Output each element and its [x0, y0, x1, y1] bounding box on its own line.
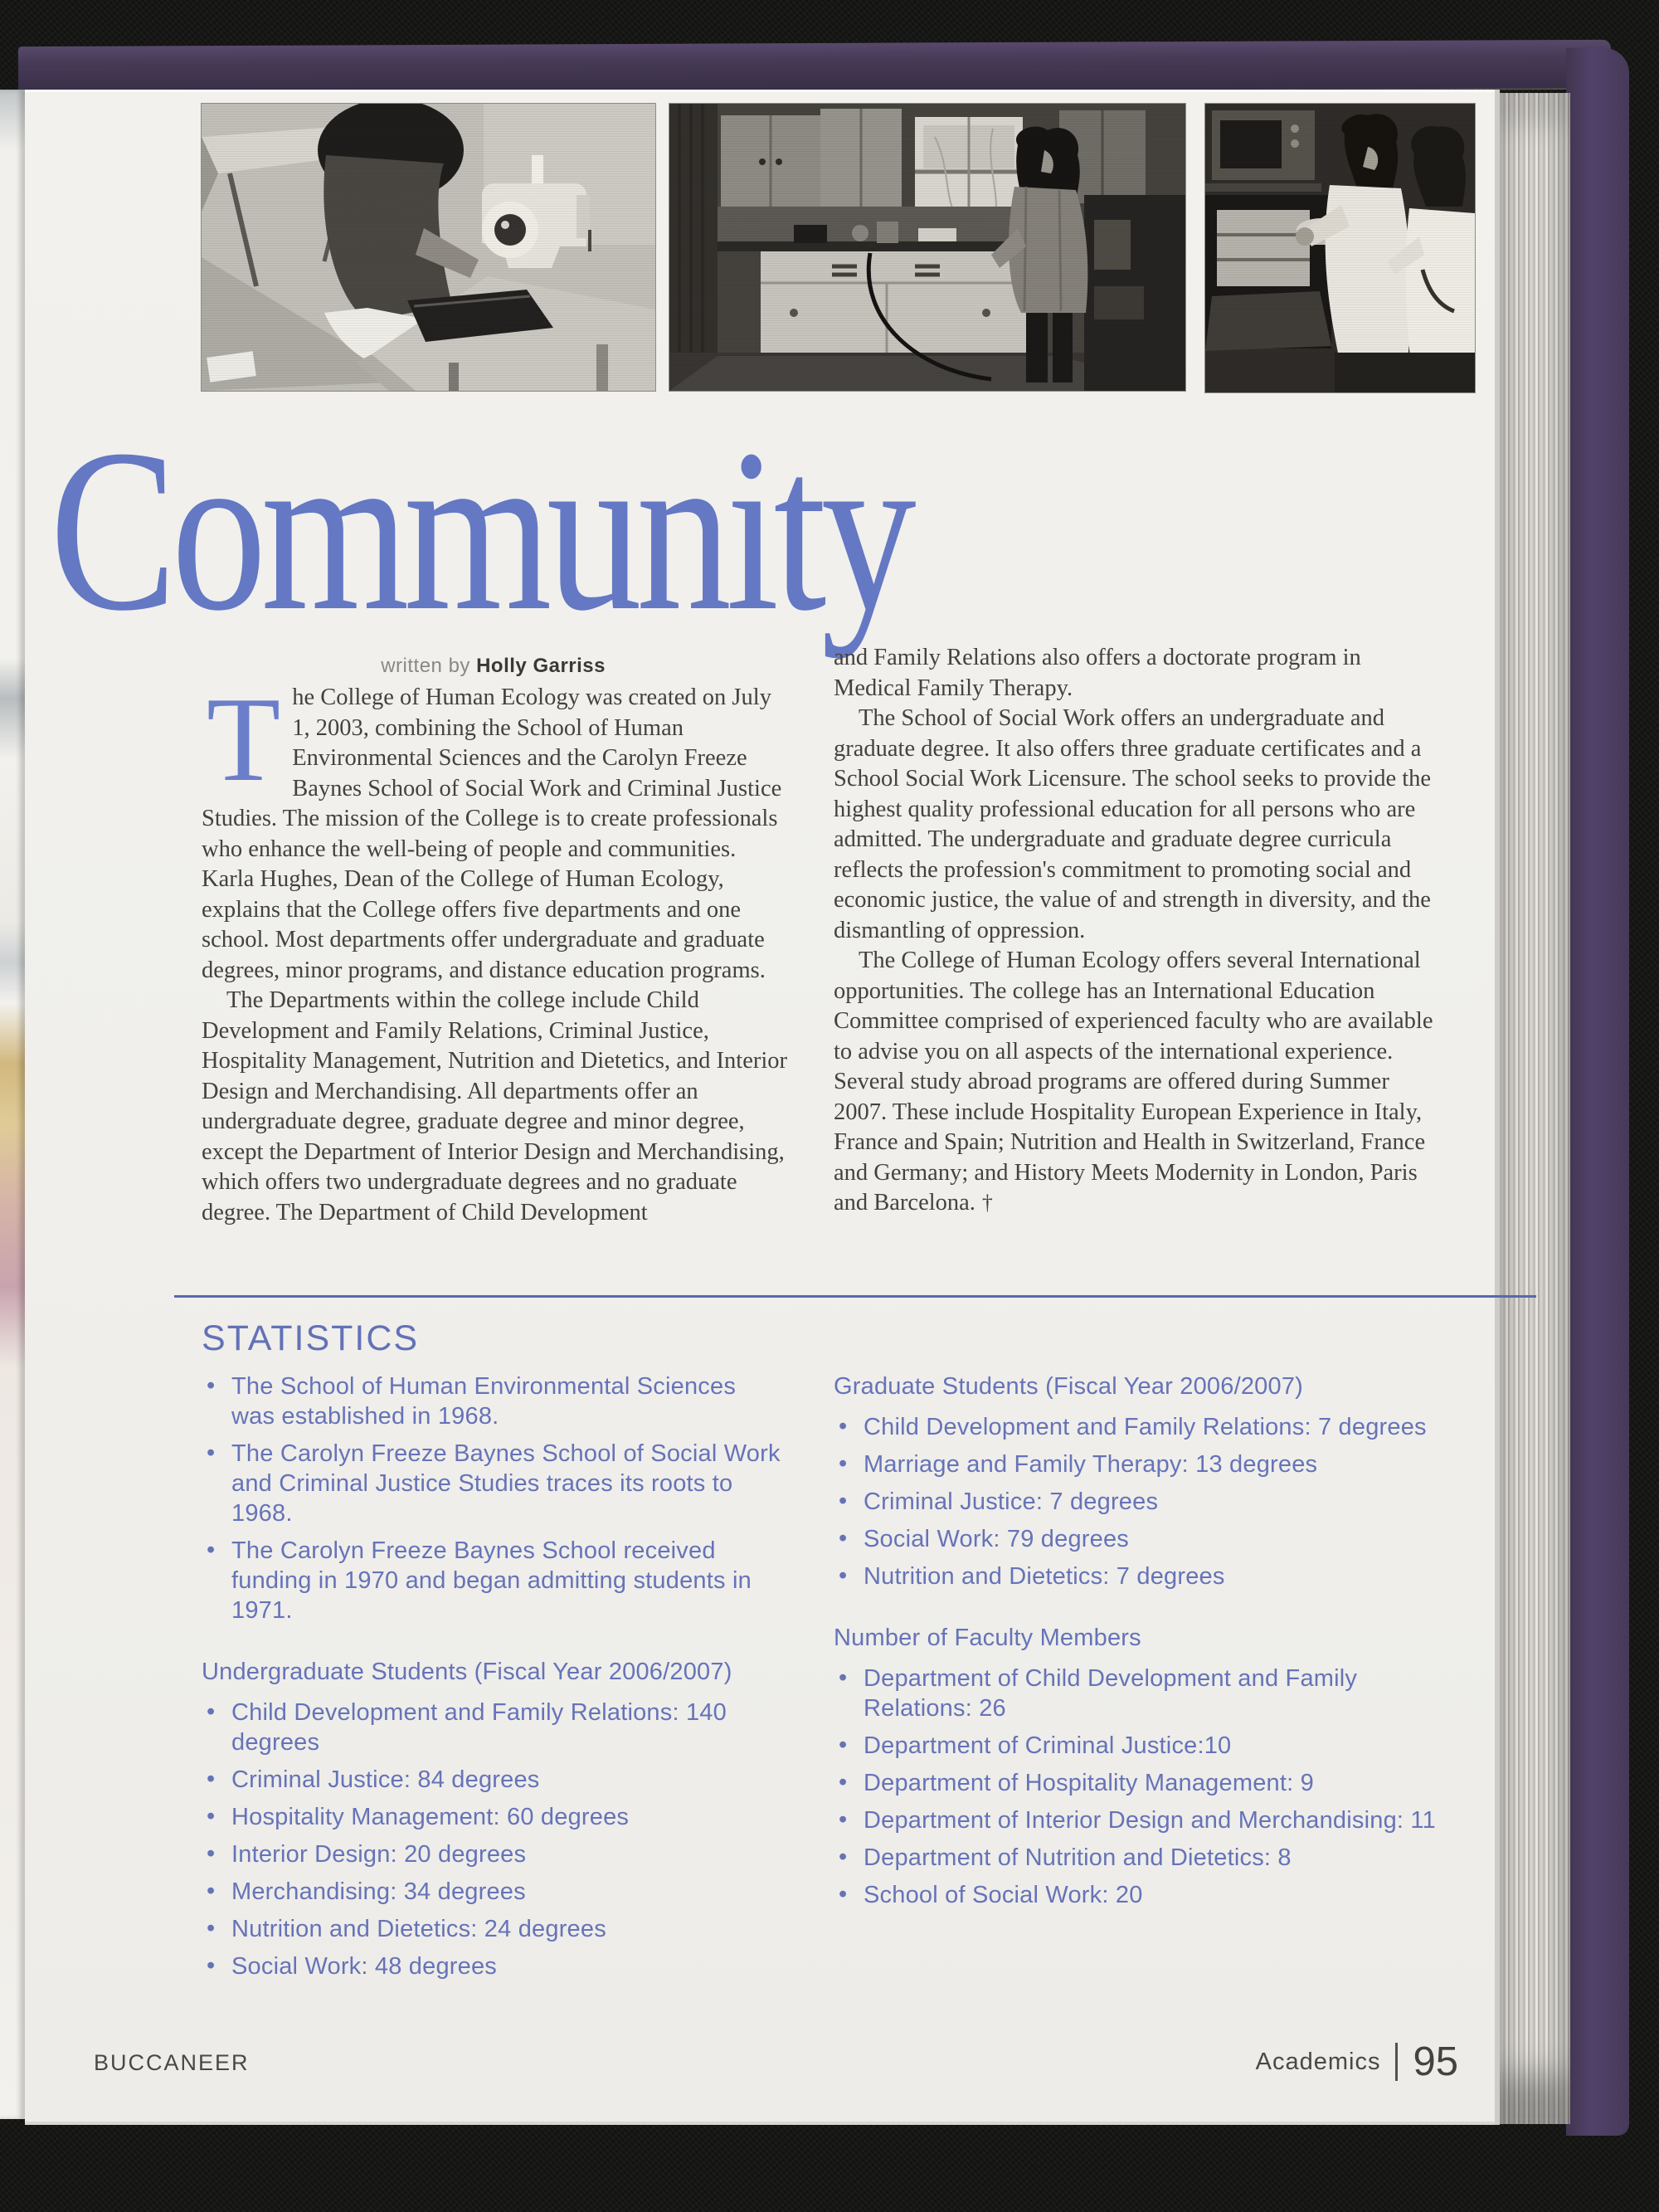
photo-grain: [202, 104, 655, 391]
book-cover-top-edge: [18, 40, 1611, 95]
statistics-column-right: [834, 1372, 1452, 1917]
stat-item: • School of Social Work: 20: [834, 1880, 1452, 1910]
article-paragraph: [202, 672, 792, 986]
footer-folio: [1256, 2039, 1458, 2085]
page-stack-edges: [1493, 93, 1570, 2124]
end-mark-icon: †: [981, 1191, 993, 1215]
stat-item: • Marriage and Family Therapy: 13 degrees: [834, 1449, 1452, 1479]
stat-item: • Department of Nutrition and Dietetics: 8: [834, 1843, 1452, 1873]
photo-sewing: [202, 104, 655, 391]
previous-page-sliver: [0, 90, 25, 2119]
stat-item: • Criminal Justice: 84 degrees: [202, 1765, 782, 1795]
article-column-right: [834, 643, 1442, 1219]
article-column-left: [202, 672, 792, 1228]
stat-item: • Social Work: 79 degrees: [834, 1524, 1452, 1554]
article-paragraph: and Family Relations also offers a doctorate program in Medical Family Therapy.: [834, 645, 1361, 701]
article-text: he College of Human Ecology was created on July 1, 2003, combining the School of Human Environmental Sciences and the Carolyn Freeze Baynes School of Social Work and Criminal Justice Studies. The mission of the College is to create professionals who enhance the well-being of people and communities. Karla Hughes, Dean of the College of Human Ecology, explains that the College offers five departments and one school. Most departments offer undergraduate and graduate degrees, minor programs, and distance education programs.: [202, 685, 782, 983]
stat-item: • The School of Human Environmental Sciences was established in 1968.: [202, 1372, 782, 1431]
stat-item: • Social Work: 48 degrees: [202, 1951, 782, 1981]
stat-item: • The Carolyn Freeze Baynes School received funding in 1970 and began admitting students in 1971.: [202, 1536, 782, 1625]
photo-kitchen: [669, 104, 1185, 391]
statistics-heading: STATISTICS: [202, 1318, 420, 1358]
statistics-column-left: [202, 1372, 782, 1989]
stat-item: • Merchandising: 34 degrees: [202, 1877, 782, 1907]
page-title: Community: [50, 401, 912, 659]
stat-item: • Interior Design: 20 degrees: [202, 1839, 782, 1869]
undergrad-heading: Undergraduate Students (Fiscal Year 2006/2007): [202, 1659, 732, 1685]
byline-author: Holly Garriss: [476, 655, 606, 677]
article-paragraph: The Departments within the college include Child Development and Family Relations, Criminal Justice, Hospitality Management, Nutrition and Dietetics, and Interior Design and Merchandising. All departments offer an undergraduate degree, graduate degree and minor degree, except the Department of Interior Design and Merchandising, which offers two undergraduate degrees and no graduate degree. The Department of Child Development: [202, 987, 787, 1225]
byline-prefix: written by: [381, 655, 470, 677]
stat-item: • Department of Hospitality Management: 9: [834, 1768, 1452, 1798]
photo-oven: [1205, 104, 1475, 392]
footer-divider-bar: [1395, 2043, 1398, 2081]
stat-item: • Department of Criminal Justice:10: [834, 1731, 1452, 1761]
article-paragraph: [834, 946, 1442, 1219]
section-divider: [174, 1295, 1536, 1298]
stat-item: • Criminal Justice: 7 degrees: [834, 1487, 1452, 1517]
yearbook-page: [25, 90, 1495, 2125]
stat-item: • Child Development and Family Relations: 140 degrees: [202, 1698, 782, 1757]
stat-item: • Department of Interior Design and Merchandising: 11: [834, 1805, 1452, 1835]
article-paragraph: The School of Social Work offers an undergraduate and graduate degree. It also offers three graduate certificates and a School Social Work Licensure. The school seeks to provide the highest quality professional education for all persons who are admitted. The undergraduate and graduate degree curricula reflects the profession's commitment to promoting social and economic justice, the value of and strength in diversity, and the dismantling of oppression.: [834, 705, 1432, 943]
photo-grain: [1205, 104, 1475, 392]
footer-section-label: Academics: [1255, 2048, 1381, 2075]
stat-item: • Hospitality Management: 60 degrees: [202, 1802, 782, 1832]
footer-page-number: 95: [1413, 2039, 1458, 2084]
stat-item: • The Carolyn Freeze Baynes School of Social Work and Criminal Justice Studies traces its roots to 1968.: [202, 1439, 782, 1528]
photo-grain: [669, 104, 1185, 391]
book-cover-right-edge: [1566, 48, 1629, 2136]
graduate-heading: Graduate Students (Fiscal Year 2006/2007): [834, 1373, 1304, 1400]
drop-cap: T: [207, 672, 281, 806]
faculty-heading: Number of Faculty Members: [834, 1625, 1141, 1651]
stat-item: • Department of Child Development and Family Relations: 26: [834, 1664, 1452, 1723]
yearbook-name: BUCCANEER: [94, 2050, 250, 2075]
article-text: The College of Human Ecology offers several International opportunities. The college has an International Education Committee comprised of experienced faculty who are available to advise you on all aspects of the international experience. Several study abroad programs are offered during Summer 2007. These include Hospitality European Experience in Italy, France and Spain; Nutrition and Health in Switzerland, France and Germany; and History Meets Modernity in London, Paris and Barcelona.: [834, 948, 1433, 1216]
stat-item: • Child Development and Family Relations: 7 degrees: [834, 1412, 1452, 1442]
stat-item: • Nutrition and Dietetics: 24 degrees: [202, 1914, 782, 1944]
stat-item: • Nutrition and Dietetics: 7 degrees: [834, 1562, 1452, 1591]
